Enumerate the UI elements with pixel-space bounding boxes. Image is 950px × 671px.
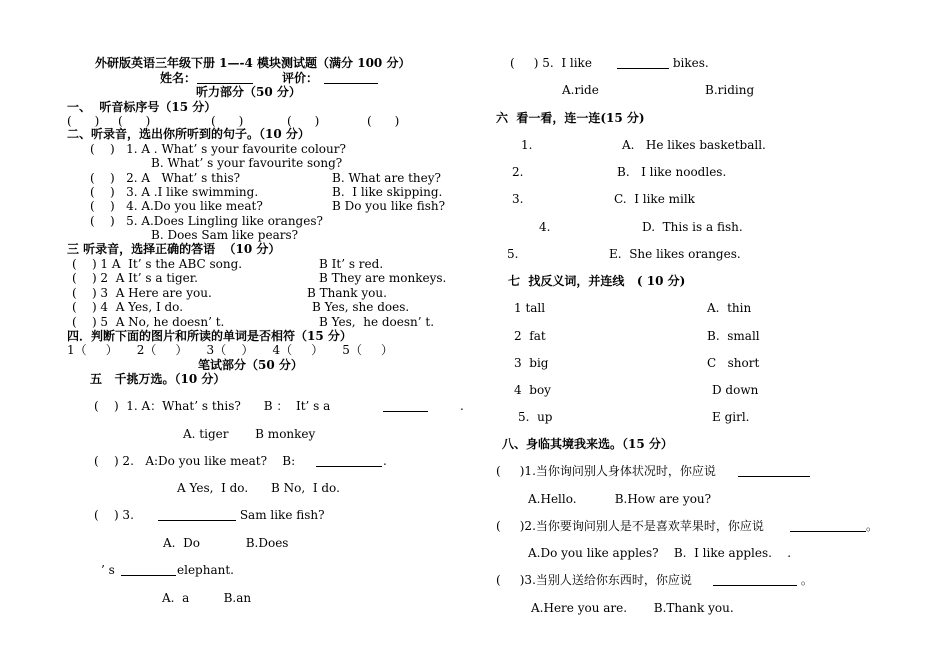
s8-q3-end: 。 (797, 573, 813, 587)
s8-q1: ( )1.当你询问别人身体状况时，你应说 (496, 464, 716, 478)
s5-q1-options: A. tiger B monkey (183, 427, 316, 441)
s6-sentence: E. She likes oranges. (609, 247, 741, 261)
s3-q4a: ( ) 4 A Yes, I do. (72, 300, 184, 314)
s7-right-word: C short (707, 356, 760, 370)
s5-q3-end: Sam like fish? (236, 508, 325, 522)
s3-q5a: ( ) 5 A No, he doesn’ t. (72, 315, 225, 329)
s1-blank[interactable]: ( ) (287, 114, 320, 128)
s5-q1-blank[interactable] (383, 400, 428, 412)
section2-title: 二、听录音，选出你所听到的句子。（10 分） (67, 127, 310, 141)
s2-q1a: ( ) 1. A . What’ s your favourite colour? (90, 142, 346, 156)
s5-q5-option-a: A.ride (562, 83, 599, 97)
s5-q3-options: A. Do B.Does (163, 536, 289, 550)
s2-q4a: ( ) 4. A.Do you like meat? (90, 199, 263, 213)
s2-q2a: ( ) 2. A What’ s this? (90, 171, 241, 185)
s1-blank[interactable]: ( ) (211, 114, 244, 128)
s5-q5-end: bikes. (669, 56, 709, 70)
s1-blank[interactable]: ( ) (118, 114, 151, 128)
s6-sentence: B. I like noodles. (617, 165, 727, 179)
s8-q3-blank[interactable] (713, 574, 797, 586)
s6-number: 2. (512, 165, 524, 179)
s5-q1-end: . (460, 399, 464, 413)
s5-q2: ( ) 2. A:Do you like meat? B: (94, 454, 296, 468)
s5-q3-blank[interactable] (158, 509, 236, 521)
s5-q2-options: A Yes, I do. B No, I do. (177, 481, 340, 495)
s6-number: 3. (512, 192, 524, 206)
s8-q2-blank[interactable] (790, 520, 866, 532)
s2-q4b: B Do you like fish? (332, 199, 446, 213)
s8-q3: ( )3.当别人送给你东西时，你应说 (496, 573, 692, 587)
s5-q5-option-b: B.riding (705, 83, 755, 97)
section3-title: 三 听录音，选择正确的答语 （10 分） (67, 242, 281, 256)
s2-q2b: B. What are they? (332, 171, 441, 185)
s6-number: 1. (521, 138, 533, 152)
s5-q3: ( ) 3. (94, 508, 134, 522)
s3-q1b: B It’ s red. (319, 257, 384, 271)
section5-title: 五 千挑万选。（10 分） (90, 372, 226, 386)
score-blank[interactable] (324, 72, 378, 84)
s6-sentence: C. I like milk (614, 192, 695, 206)
s2-q5b: B. Does Sam like pears? (151, 228, 299, 242)
exam-title: 外研版英语三年级下册 1—-4 模块测试题（满分 100 分） (95, 56, 411, 70)
s4-answers: 1（ ） 2（ ） 3（ ） 4（ ） 5（ ） (67, 343, 394, 357)
s2-q3a: ( ) 3. A .I like swimming. (90, 185, 259, 199)
section4-title: 四．判断下面的图片和所读的单词是否相符（15 分） (67, 329, 352, 343)
s7-right-word: A. thin (707, 301, 752, 315)
name-label: 姓名： (160, 71, 197, 85)
s3-q2b: B They are monkeys. (319, 271, 447, 285)
s7-left-word: 5. up (518, 410, 553, 424)
s6-sentence: A. He likes basketball. (622, 138, 766, 152)
s7-left-word: 4 boy (514, 383, 551, 397)
s6-sentence: D. This is a fish. (642, 220, 743, 234)
s1-blank[interactable]: ( ) (67, 114, 100, 128)
s5-q1: ( ) 1. A：What’ s this? B ： It’ s a (94, 399, 331, 413)
s7-left-word: 1 tall (514, 301, 546, 315)
s1-blank[interactable]: ( ) (367, 114, 400, 128)
s5-q4-blank[interactable] (121, 564, 176, 576)
section1-title: 一、 听音标序号（15 分） (67, 100, 217, 114)
s8-q1-options: A.Hello. B.How are you? (528, 492, 712, 506)
written-part-heading: 笔试部分（50 分） (198, 358, 303, 372)
s5-q4-end: elephant. (177, 563, 234, 577)
s8-q3-options: A.Here you are. B.Thank you. (531, 601, 734, 615)
s3-q1a: ( ) 1 A It’ s the ABC song. (72, 257, 243, 271)
s3-q5b: B Yes, he doesn’ t. (319, 315, 435, 329)
s5-q5-blank[interactable] (617, 57, 669, 69)
s5-q2-end: . (383, 454, 387, 468)
section8-title: 八、身临其境我来选。（15 分） (502, 437, 673, 451)
section7-title: 七 找反义词，并连线 ( 10 分) (508, 274, 686, 288)
s2-q3b: B. I like skipping. (332, 185, 443, 199)
s7-left-word: 2 fat (514, 329, 546, 343)
s3-q2a: ( ) 2 A It’ s a tiger. (72, 271, 198, 285)
s5-q4-pre: ’ s (101, 563, 115, 577)
s8-q2-options: A.Do you like apples? B. I like apples. . (528, 546, 792, 560)
s6-number: 5. (507, 247, 519, 261)
score-label: 评价： (282, 71, 319, 85)
s2-q1b: B. What’ s your favourite song? (151, 156, 343, 170)
s3-q3a: ( ) 3 A Here are you. (72, 286, 212, 300)
s7-left-word: 3 big (514, 356, 549, 370)
s3-q3b: B Thank you. (307, 286, 387, 300)
listening-part-heading: 听力部分（50 分） (196, 85, 301, 99)
s7-right-word: D down (712, 383, 759, 397)
s8-q2-end: 。 (866, 519, 879, 533)
s5-q4-options: A. a B.an (162, 591, 252, 605)
s8-q2: ( )2.当你要询问别人是不是喜欢苹果时，你应说 (496, 519, 764, 533)
section6-title: 六 看一看，连一连(15 分) (496, 111, 645, 125)
s3-q4b: B Yes, she does. (312, 300, 410, 314)
s7-right-word: B. small (707, 329, 760, 343)
name-blank[interactable] (197, 72, 253, 84)
s6-number: 4. (539, 220, 551, 234)
s2-q5a: ( ) 5. A.Does Lingling like oranges? (90, 214, 323, 228)
s7-right-word: E girl. (712, 410, 750, 424)
s8-q1-blank[interactable] (738, 465, 810, 477)
s5-q5: ( ) 5. I like (510, 56, 592, 70)
s5-q2-blank[interactable] (316, 455, 382, 467)
